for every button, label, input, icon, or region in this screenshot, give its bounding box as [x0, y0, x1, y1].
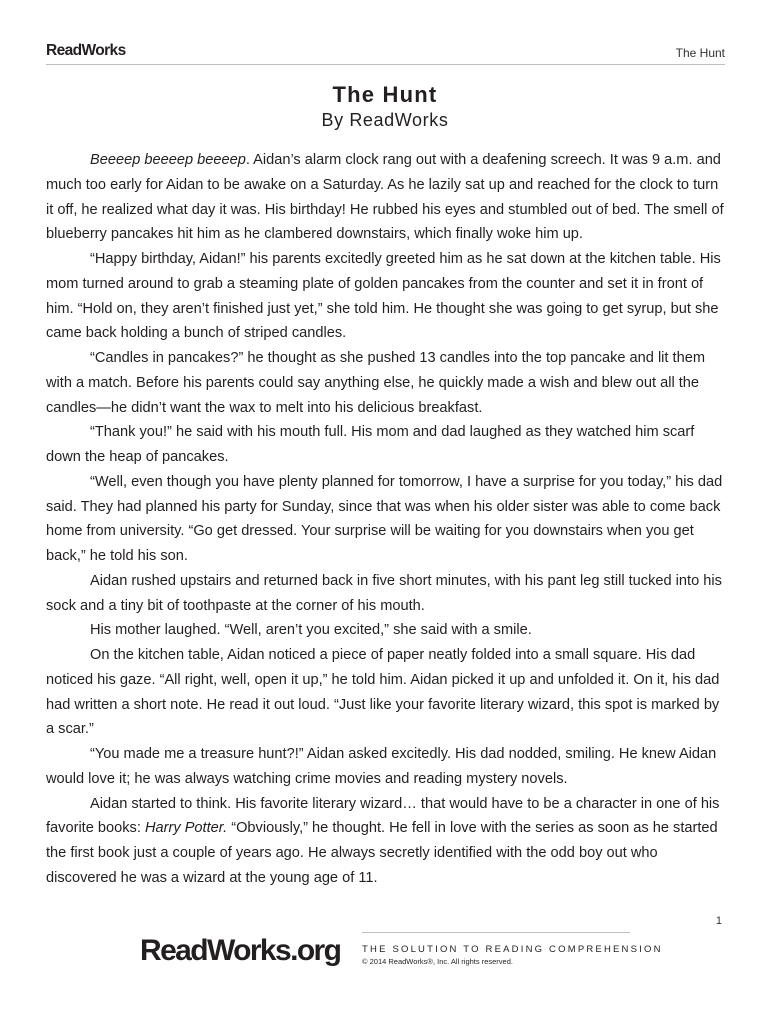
- story-body: [46, 148, 729, 891]
- page-number: 1: [715, 915, 722, 927]
- paragraph-text: “Obviously,” he thought. He fell in love with the series as soon as he started the first book just a couple of years ago. He always secretly identified with the odd boy out who discovered he was a wizard at the young age of 11.: [46, 820, 718, 886]
- document-title: The Hunt: [332, 82, 438, 107]
- book-title: Harry Potter.: [144, 820, 228, 837]
- paragraph: “Candles in pancakes?” he thought as she pushed 13 candles into the top pancake and lit them with a match. Before his parents could say anything else, he quickly made a wish and blew out all the candles—he didn’t want the wax to melt into his delicious breakfast.: [46, 350, 705, 416]
- footer-copyright: © 2014 ReadWorks®, Inc. All rights reserved.: [362, 957, 513, 966]
- paragraph: “You made me a treasure hunt?!” Aidan asked excitedly. His dad nodded, smiling. He knew Aidan would love it; he was always watching crime movies and reading mystery novels.: [46, 746, 717, 787]
- footer-divider: [362, 932, 630, 933]
- paragraph: On the kitchen table, Aidan noticed a piece of paper neatly folded into a small square. His dad noticed his gaze. “All right, well, open it up,” he told him. Aidan picked it up and unfolded it. On it, his dad had written a short note. He read it out loud. “Just like your favorite literary wizard, this spot is marked by a scar.”: [46, 647, 720, 738]
- footer-tagline: THE SOLUTION TO READING COMPREHENSION: [362, 944, 663, 955]
- paragraph: “Thank you!” he said with his mouth full. His mom and dad laughed as they watched him scarf down the heap of pancakes.: [46, 424, 695, 465]
- footer-logo: ReadWorks.org: [140, 934, 341, 967]
- page-header: [46, 42, 725, 65]
- paragraph: [46, 148, 729, 247]
- paragraph-text: Aidan started to think. His favorite literary wizard… that would have to be a character in one of his favorite books:: [46, 795, 720, 837]
- brand-logo: ReadWorks: [46, 42, 126, 59]
- paragraph: Aidan rushed upstairs and returned back in five short minutes, with his pant leg still tucked into his sock and a tiny bit of toothpaste at the corner of his mouth.: [46, 572, 722, 614]
- paragraph: [46, 792, 729, 891]
- document-subtitle: By ReadWorks: [321, 110, 449, 130]
- paragraph: “Happy birthday, Aidan!” his parents excitedly greeted him as he sat down at the kitchen table. His mom turned around to grab a steaming plate of golden pancakes from the counter and set it in front of him. “Hold on, they aren’t finished just yet,” she told him. He thought she was going to get syrup, but she came back holding a bunch of striped candles.: [46, 251, 721, 342]
- paragraph-text: . Aidan’s alarm clock rang out with a deafening screech. It was 9 a.m. and much too early for Aidan to be awake on a Saturday. As he lazily sat up and reached for the clock to turn it off, he realized what day it was. His birthday! He rubbed his eyes and stumbled out of bed. The smell of blueberry pancakes hit him as he clambered downstairs, which finally woke him up.: [46, 152, 724, 243]
- paragraph: His mother laughed. “Well, aren’t you excited,” she said with a smile.: [90, 622, 532, 639]
- italic-lead: Beeeep beeeep beeeep: [90, 152, 246, 168]
- header-title: The Hunt: [675, 46, 725, 60]
- paragraph: “Well, even though you have plenty planned for tomorrow, I have a surprise for you today,” his dad said. They had planned his party for Sunday, since that was when his older sister was able to come back home from university. “Go get dressed. Your surprise will be waiting for you downstairs when you get back,” he told his son.: [46, 473, 723, 564]
